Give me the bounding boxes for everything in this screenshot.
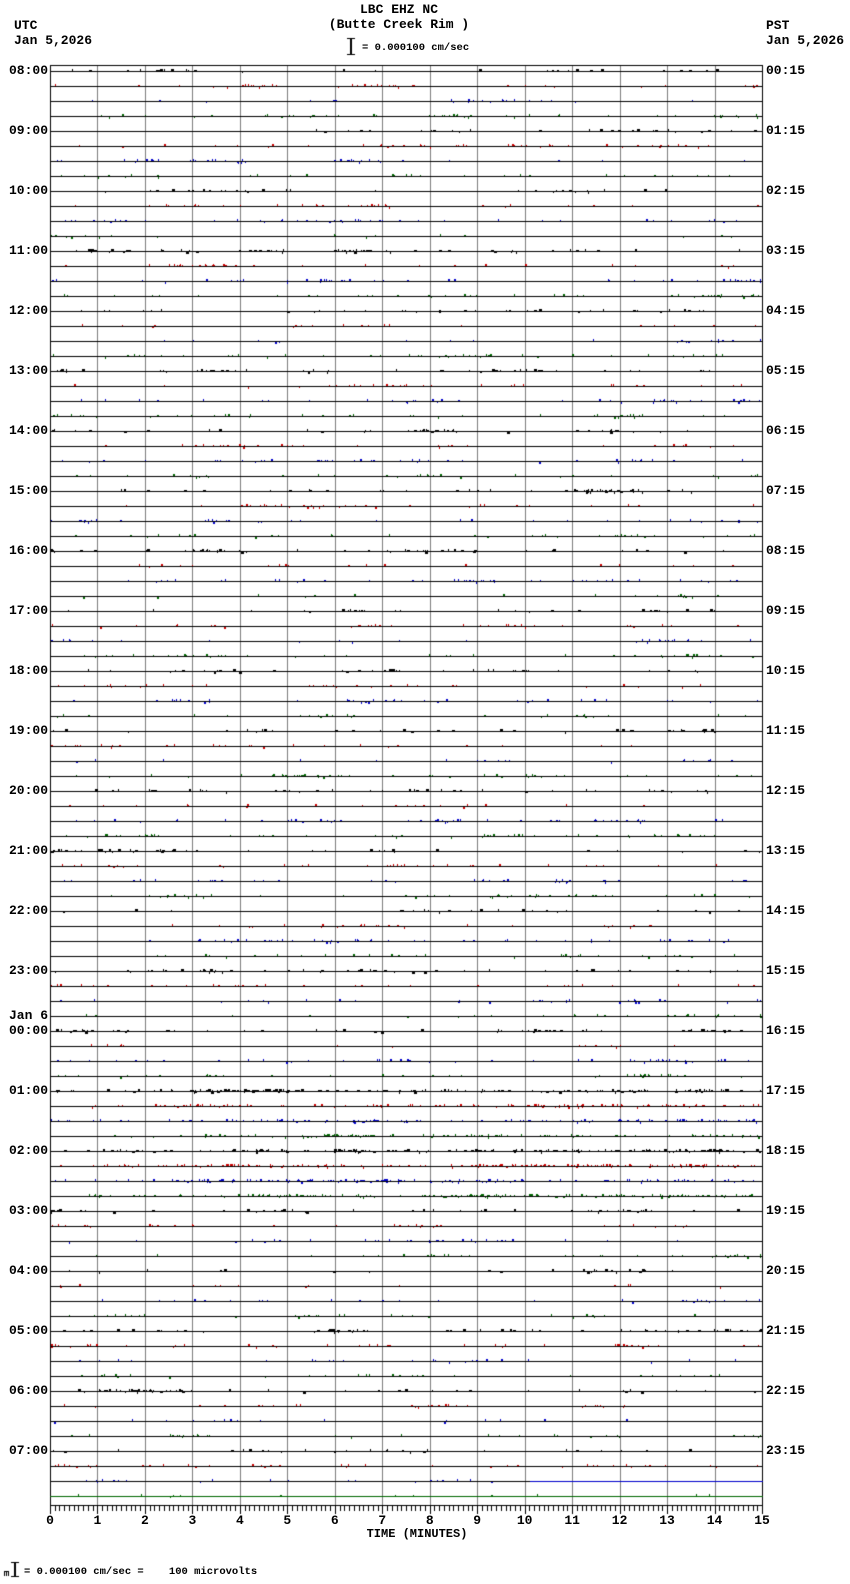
utc-hour-label: 09:00 [8,123,48,138]
station-title: LBC EHZ NC [359,2,439,17]
footer-scale-label: = 0.000100 cm/sec = 100 microvolts [24,1566,258,1578]
pst-hour-label: 04:15 [766,303,806,318]
utc-hour-label: 13:00 [8,363,48,378]
pst-hour-label: 21:15 [766,1323,806,1338]
pst-hour-label: 09:15 [766,603,806,618]
utc-hour-label: 08:00 [8,63,48,78]
pst-hour-label: 12:15 [766,783,806,798]
pst-hour-label: 22:15 [766,1383,806,1398]
pst-hour-label: 15:15 [766,963,806,978]
jan6-date-label: Jan 6 [8,1008,48,1023]
pst-hour-label: 13:15 [766,843,806,858]
utc-hour-label: 01:00 [8,1083,48,1098]
utc-hour-label: 16:00 [8,543,48,558]
x-tick-label: 8 [425,1513,434,1528]
pst-timezone-label: PST [766,18,790,33]
pst-hour-label: 00:15 [766,63,806,78]
utc-hour-label: 10:00 [8,183,48,198]
utc-hour-label: 22:00 [8,903,48,918]
pst-hour-label: 05:15 [766,363,806,378]
x-tick-label: 5 [283,1513,292,1528]
pst-hour-label: 14:15 [766,903,806,918]
pst-hour-label: 06:15 [766,423,806,438]
pst-date-label: Jan 5,2026 [766,33,845,48]
utc-hour-label: 00:00 [8,1023,48,1038]
x-tick-label: 4 [235,1513,244,1528]
pst-hour-label: 23:15 [766,1443,806,1458]
pst-hour-label: 10:15 [766,663,806,678]
utc-timezone-label: UTC [14,18,38,33]
utc-date-label: Jan 5,2026 [14,33,93,48]
x-tick-label: 1 [93,1513,102,1528]
pst-hour-label: 17:15 [766,1083,806,1098]
pst-hour-label: 02:15 [766,183,806,198]
x-tick-label: 2 [141,1513,149,1528]
utc-hour-label: 19:00 [8,723,48,738]
utc-hour-label: 12:00 [8,303,48,318]
x-axis-title: TIME (MINUTES) [366,1527,468,1541]
x-tick-label: 14 [706,1513,723,1528]
utc-hour-label: 11:00 [8,243,48,258]
pst-hour-label: 16:15 [766,1023,806,1038]
utc-hour-label: 21:00 [8,843,48,858]
pst-hour-label: 03:15 [766,243,806,258]
station-subtitle: (Butte Creek Rim ) [328,17,470,32]
amplitude-scale-label: = 0.000100 cm/sec [362,42,470,54]
utc-hour-label: 07:00 [8,1443,48,1458]
utc-hour-label: 15:00 [8,483,48,498]
x-tick-label: 15 [754,1513,770,1528]
pst-hour-label: 08:15 [766,543,806,558]
pst-hour-label: 01:15 [766,123,806,138]
x-tick-label: 6 [330,1513,339,1528]
pst-hour-label: 07:15 [766,483,806,498]
utc-hour-label: 04:00 [8,1263,48,1278]
x-tick-label: 10 [516,1513,533,1528]
utc-hour-label: 18:00 [8,663,48,678]
utc-hour-label: 23:00 [8,963,48,978]
utc-hour-label: 17:00 [8,603,48,618]
x-tick-label: 11 [564,1513,580,1528]
utc-hour-label: 20:00 [8,783,48,798]
x-tick-label: 3 [188,1513,197,1528]
utc-hour-label: 03:00 [8,1203,48,1218]
pst-hour-label: 11:15 [766,723,806,738]
x-tick-label: 9 [473,1513,482,1528]
utc-hour-label: 14:00 [8,423,48,438]
pst-hour-label: 18:15 [766,1143,806,1158]
pst-hour-label: 19:15 [766,1203,806,1218]
x-tick-label: 12 [611,1513,628,1528]
utc-hour-label: 06:00 [8,1383,48,1398]
pst-hour-label: 20:15 [766,1263,806,1278]
utc-hour-label: 02:00 [8,1143,48,1158]
x-tick-label: 13 [659,1513,675,1528]
x-tick-label: 0 [46,1513,54,1528]
utc-hour-label: 05:00 [8,1323,48,1338]
x-tick-label: 7 [378,1513,387,1528]
